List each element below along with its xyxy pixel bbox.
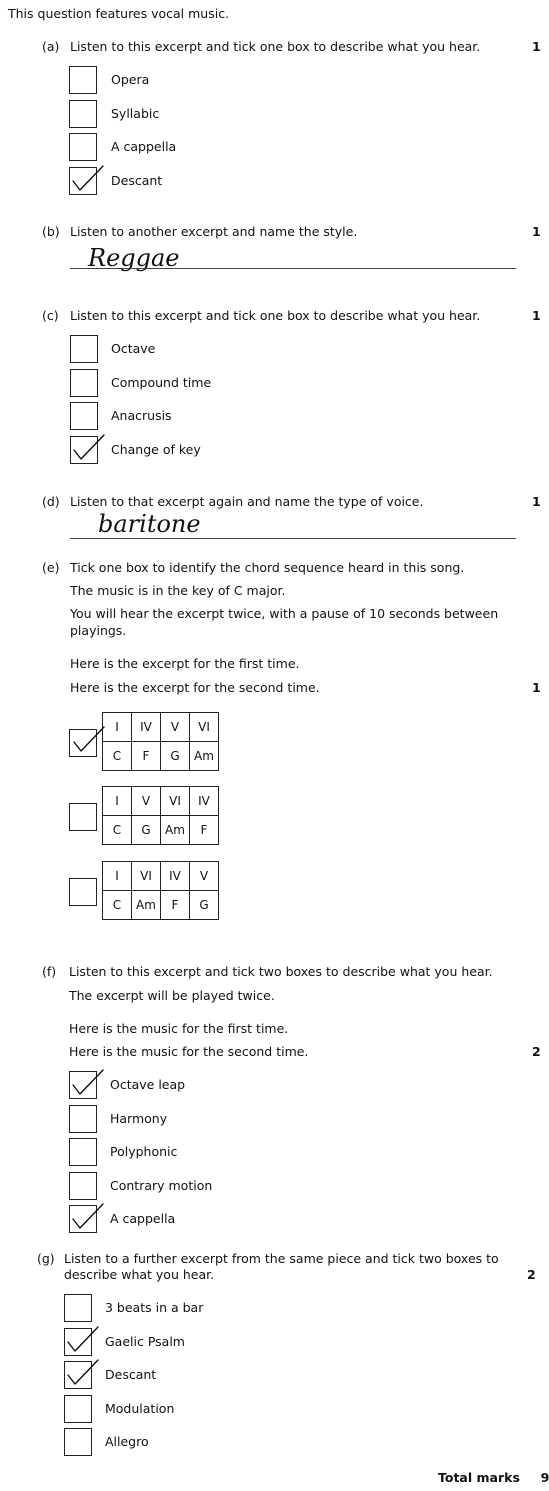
question-f-option-label-1: Octave leap — [110, 1077, 186, 1092]
question-g-checkbox-2[interactable] — [64, 1328, 92, 1356]
chord-grid-2 — [102, 786, 219, 845]
question-e-line4: Here is the excerpt for the first time. — [70, 656, 300, 671]
question-f-checkbox-4[interactable] — [69, 1172, 97, 1200]
question-b-answer-line — [70, 268, 516, 269]
chord-numeral-cell: IV — [132, 713, 161, 742]
question-c-option-label-1: Octave — [111, 341, 156, 356]
chord-name-cell: F — [190, 816, 219, 845]
question-c-checkbox-4[interactable] — [70, 436, 98, 464]
question-a-checkbox-1[interactable] — [69, 66, 97, 94]
chord-numeral-cell: V — [190, 862, 219, 891]
question-f-checkbox-1[interactable] — [69, 1071, 97, 1099]
question-a-checkbox-4[interactable] — [69, 167, 97, 195]
chord-numeral-cell: V — [161, 713, 190, 742]
question-e-checkbox-1[interactable] — [69, 729, 97, 757]
question-g-option-label-1: 3 beats in a bar — [105, 1300, 204, 1315]
question-a-prompt: Listen to this excerpt and tick one box to describe what you hear. — [70, 39, 481, 54]
question-e-line5: Here is the excerpt for the second time. — [70, 680, 320, 695]
question-c-option-label-3: Anacrusis — [111, 408, 172, 423]
question-g-checkbox-4[interactable] — [64, 1395, 92, 1423]
question-a-label: (a) — [42, 39, 60, 54]
chord-grid-chord-row — [103, 742, 219, 771]
question-d-answer[interactable]: baritone — [98, 510, 201, 538]
question-g-option-label-4: Modulation — [105, 1400, 175, 1416]
question-g-option-label-5: Allegro — [105, 1434, 149, 1449]
chord-numeral-cell: VI — [190, 713, 219, 742]
chord-name-cell: Am — [132, 891, 161, 920]
question-f-line2: The excerpt will be played twice. — [69, 988, 275, 1003]
question-c-option-label-2: Compound time — [111, 374, 212, 390]
question-g-line1: Listen to a further excerpt from the same piece and tick two boxes to — [64, 1251, 499, 1266]
chord-grid-chord-row — [103, 816, 219, 845]
question-a-option-label-1: Opera — [111, 72, 150, 87]
question-c-checkbox-3[interactable] — [70, 402, 98, 430]
chord-numeral-cell: I — [103, 713, 132, 742]
question-d-label: (d) — [42, 494, 60, 509]
chord-name-cell: F — [161, 891, 190, 920]
question-g-checkbox-3[interactable] — [64, 1361, 92, 1389]
question-g-mark: 2 — [527, 1267, 536, 1282]
question-g-line2: describe what you hear. — [64, 1267, 215, 1282]
chord-grid-numeral-row — [103, 787, 219, 816]
question-a-checkbox-3[interactable] — [69, 133, 97, 161]
chord-grid-chord-row — [103, 891, 219, 920]
chord-numeral-cell: I — [103, 787, 132, 816]
chord-numeral-cell: VI — [161, 787, 190, 816]
total-marks — [438, 1470, 549, 1485]
question-d-mark: 1 — [532, 494, 541, 509]
question-a-option-label-2: Syllabic — [111, 105, 160, 121]
question-c-checkbox-1[interactable] — [70, 335, 98, 363]
question-e-label: (e) — [42, 560, 60, 575]
question-f-label: (f) — [42, 964, 57, 979]
chord-name-cell: C — [103, 742, 132, 771]
question-e-checkbox-3[interactable] — [69, 878, 97, 906]
chord-name-cell: G — [161, 742, 190, 771]
question-e-line3: You will hear the excerpt twice, with a pause of 10 seconds between — [70, 606, 499, 621]
chord-name-cell: G — [190, 891, 219, 920]
question-g-checkbox-5[interactable] — [64, 1428, 92, 1456]
question-g-label: (g) — [37, 1251, 55, 1266]
question-c-label: (c) — [42, 308, 59, 323]
question-c-prompt: Listen to this excerpt and tick one box to describe what you hear. — [70, 308, 481, 323]
question-g-checkbox-1[interactable] — [64, 1294, 92, 1322]
question-a-checkbox-2[interactable] — [69, 100, 97, 128]
question-f-mark: 2 — [532, 1044, 541, 1059]
chord-grid-3 — [102, 861, 219, 920]
question-f-line3: Here is the music for the first time. — [69, 1021, 289, 1036]
chord-numeral-cell: I — [103, 862, 132, 891]
question-d-answer-line — [70, 538, 516, 539]
chord-name-cell: G — [132, 816, 161, 845]
chord-numeral-cell: V — [132, 787, 161, 816]
question-e-checkbox-2[interactable] — [69, 803, 97, 831]
question-b-mark: 1 — [532, 224, 541, 239]
question-c-checkbox-2[interactable] — [70, 369, 98, 397]
chord-name-cell: C — [103, 816, 132, 845]
question-b-prompt: Listen to another excerpt and name the style. — [70, 224, 358, 239]
question-a-mark: 1 — [532, 39, 541, 54]
question-e-line3b: playings. — [70, 623, 127, 638]
question-e-mark: 1 — [532, 680, 541, 695]
question-f-checkbox-2[interactable] — [69, 1105, 97, 1133]
question-f-line1: Listen to this excerpt and tick two boxes to describe what you hear. — [69, 964, 493, 979]
total-marks-label: Total marks — [438, 1470, 520, 1485]
chord-name-cell: Am — [161, 816, 190, 845]
chord-grid-1 — [102, 712, 219, 771]
question-c-mark: 1 — [532, 308, 541, 323]
chord-name-cell: C — [103, 891, 132, 920]
chord-numeral-cell: IV — [190, 787, 219, 816]
question-g-option-label-3: Descant — [105, 1367, 157, 1382]
question-e-line2: The music is in the key of C major. — [70, 583, 286, 598]
chord-grid-numeral-row — [103, 713, 219, 742]
chord-numeral-cell: IV — [161, 862, 190, 891]
question-g-option-label-2: Gaelic Psalm — [105, 1333, 185, 1349]
chord-grid-numeral-row — [103, 862, 219, 891]
chord-numeral-cell: VI — [132, 862, 161, 891]
question-f-line4: Here is the music for the second time. — [69, 1044, 309, 1059]
question-b-label: (b) — [42, 224, 60, 239]
question-b-answer[interactable]: Reggae — [88, 244, 180, 272]
question-f-option-label-3: Polyphonic — [110, 1144, 178, 1159]
question-e-line1: Tick one box to identify the chord sequence heard in this song. — [70, 560, 465, 575]
question-f-option-label-2: Harmony — [110, 1110, 168, 1126]
question-a-option-label-3: A cappella — [111, 139, 177, 154]
question-f-checkbox-5[interactable] — [69, 1205, 97, 1233]
question-a-option-label-4: Descant — [111, 172, 163, 188]
total-marks-value: 9 — [540, 1470, 549, 1485]
question-f-checkbox-3[interactable] — [69, 1138, 97, 1166]
question-f-option-label-5: A cappella — [110, 1211, 176, 1226]
question-c-option-label-4: Change of key — [111, 441, 201, 457]
question-d-prompt: Listen to that excerpt again and name the type of voice. — [70, 494, 424, 509]
chord-name-cell: Am — [190, 742, 219, 771]
intro-text: This question features vocal music. — [8, 6, 230, 21]
chord-name-cell: F — [132, 742, 161, 771]
question-f-option-label-4: Contrary motion — [110, 1177, 213, 1193]
